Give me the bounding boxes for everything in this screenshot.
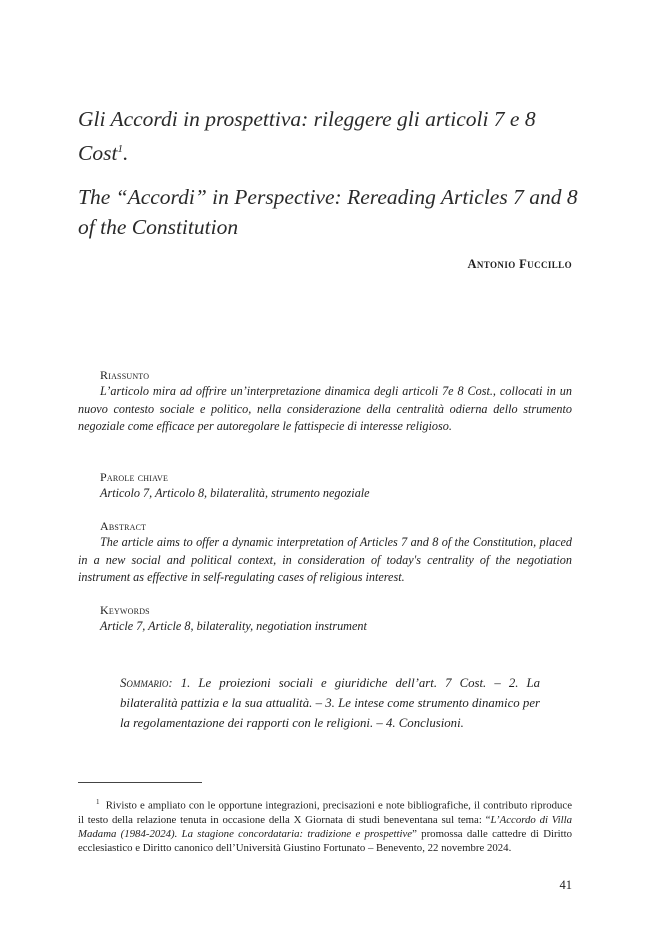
parole-chiave-label: Parole chiave bbox=[100, 470, 169, 484]
footnote-number: 1 bbox=[96, 798, 100, 806]
riassunto-text: L’articolo mira ad offrire un’interpretazione dinamica degli articoli 7e 8 Cost., collocati in un nuovo contesto sociale e politico, nella considerazione della centralità odierna dello strumento negoziale come efficace per autoregolare le fattispecie di interesse religioso. bbox=[78, 384, 572, 433]
footnote-event-title: L’Accordo di Villa Madama (1984-2024). La stagione concordataria: tradizione e prospettive bbox=[78, 813, 572, 840]
abstract-text: The article aims to offer a dynamic interpretation of Articles 7 and 8 of the Constitution, placed in a new social and political context, in consideration of today's centrality of the negotiation instrument as effective in self-regulating cases of religious interest. bbox=[78, 535, 572, 584]
title-footnote-ref[interactable]: 1 bbox=[117, 143, 123, 155]
title-italian-text: Gli Accordi in prospettiva: rileggere gli articoli 7 e 8 Cost bbox=[78, 107, 536, 166]
sommario-label: Sommario: bbox=[120, 676, 173, 690]
footnote bbox=[78, 795, 572, 855]
page-number: 41 bbox=[559, 878, 572, 892]
author-name: Antonio Fuccillo bbox=[467, 257, 572, 271]
article-title-italian bbox=[78, 104, 578, 168]
article-title-english: The “Accordi” in Perspective: Rereading Articles 7 and 8 of the Constitution bbox=[78, 185, 578, 239]
footnote-text-start: Rivisto e ampliato con le opportune integrazioni, precisazioni e note bibliografiche, il contributo riproduce il testo della relazione tenuta in occasione della X Giornata di studi beneventana sul tema: “ bbox=[78, 799, 572, 826]
riassunto-section bbox=[78, 367, 572, 436]
parole-chiave-section bbox=[100, 469, 572, 503]
keywords-text: Article 7, Article 8, bilaterality, negotiation instrument bbox=[100, 619, 367, 633]
parole-chiave-text: Articolo 7, Articolo 8, bilateralità, strumento negoziale bbox=[100, 486, 370, 500]
riassunto-label: Riassunto bbox=[100, 368, 150, 382]
sommario-text: 1. Le proiezioni sociali e giuridiche dell’art. 7 Cost. – 2. La bilateralità pattizia e la sua attualità. – 3. Le intese come strumento dinamico per la regolamentazione dei rapporti con le religioni. – 4. Conclusioni. bbox=[120, 676, 541, 730]
title-italian-end: . bbox=[122, 141, 129, 166]
sommario-summary bbox=[120, 673, 540, 733]
abstract-label: Abstract bbox=[100, 519, 147, 533]
footnote-divider bbox=[78, 782, 202, 783]
abstract-section bbox=[78, 518, 572, 587]
keywords-section bbox=[100, 602, 572, 636]
keywords-label: Keywords bbox=[100, 603, 150, 617]
footnote-text-end: ” promossa dalle cattedre di Diritto ecclesiastico e Diritto canonico dell’Università Giustino Fortunato – Benevento, 22 novembre 2024. bbox=[78, 827, 572, 854]
